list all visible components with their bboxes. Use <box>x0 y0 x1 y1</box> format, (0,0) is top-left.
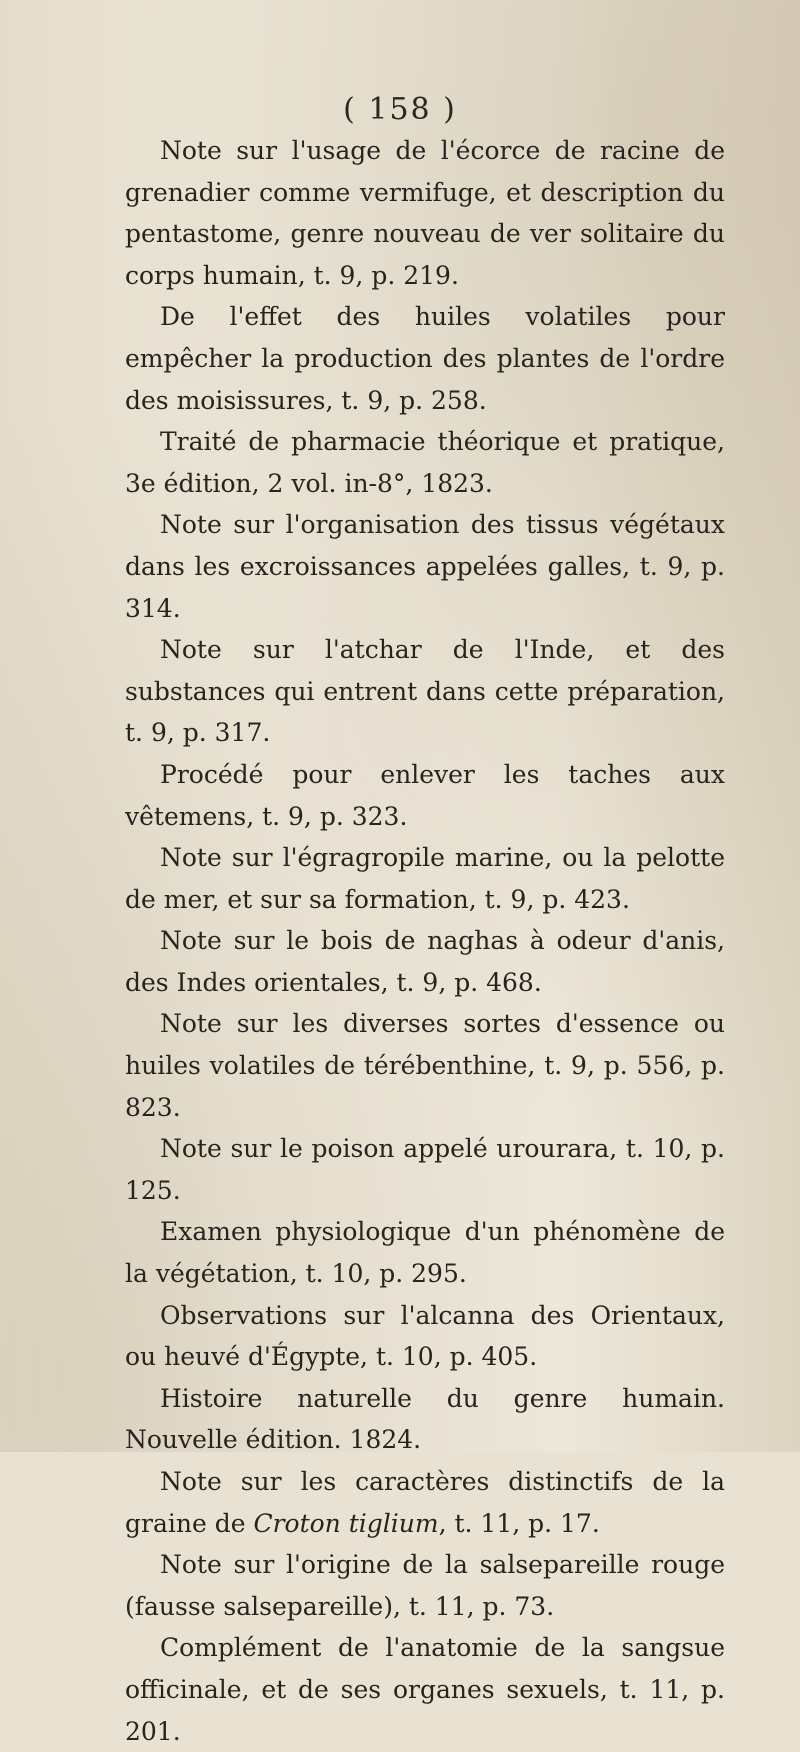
bibliography-entry: Note sur l'usage de l'écorce de racine de grenadier comme vermifuge, et description du pentastome, genre nouveau de ver solitaire du corps humain, t. 9, p. 219. <box>125 136 725 290</box>
bibliography-entry: Note sur l'égragropile marine, ou la pelotte de mer, et sur sa formation, t. 9, p. 423. <box>125 843 725 914</box>
bibliography-entry: Procédé pour enlever les taches aux vêtemens, t. 9, p. 323. <box>125 759 725 831</box>
bibliography-entry: Note sur le poison appelé urourara, t. 10, p. 125. <box>125 1134 725 1205</box>
bibliography-entry: Note sur le bois de naghas à odeur d'anis, des Indes orientales, t. 9, p. 468. <box>125 926 725 997</box>
bibliography-entry: Traité de pharmacie théorique et pratique, 3e édition, 2 vol. in-8°, 1823. <box>125 427 725 498</box>
bibliography-entry: Examen physiologique d'un phénomène de la végétation, t. 10, p. 295. <box>125 1217 725 1289</box>
bibliography-entry: Observations sur l'alcanna des Orientaux, ou heuvé d'Égypte, t. 10, p. 405. <box>125 1300 725 1372</box>
entry-reference: , t. 11, p. 17. <box>438 1508 600 1538</box>
bibliography-entry-croton <box>125 1461 725 1544</box>
entry-text: Note sur les caractères distinctifs de la graine de <box>125 1467 725 1538</box>
bibliography-list <box>125 130 725 1752</box>
bibliography-entry: Note sur l'organisation des tissus végétaux dans les excroissances appelées galles, t. 9, p. 314. <box>125 510 725 623</box>
bibliography-entry: Note sur l'origine de la salsepareille rouge (fausse salsepareille), t. 11, p. 73. <box>125 1550 725 1621</box>
bibliography-entry: De l'effet des huiles volatiles pour empêcher la production des plantes de l'ordre des moisissures, t. 9, p. 258. <box>125 302 725 415</box>
page-number: ( 158 ) <box>343 92 457 127</box>
bibliography-entry: Histoire naturelle du genre humain. Nouvelle édition. 1824. <box>125 1383 725 1455</box>
bibliography-entry: Complément de l'anatomie de la sangsue officinale, et de ses organes sexuels, t. 11, p. 201. <box>125 1633 725 1746</box>
bibliography-entry: Note sur les diverses sortes d'essence ou huiles volatiles de térébenthine, t. 9, p. 556, p. 823. <box>125 1009 725 1122</box>
bibliography-entry: Note sur l'atchar de l'Inde, et des substances qui entrent dans cette préparation, t. 9, p. 317. <box>125 635 725 748</box>
species-name: Croton tiglium <box>253 1508 439 1538</box>
